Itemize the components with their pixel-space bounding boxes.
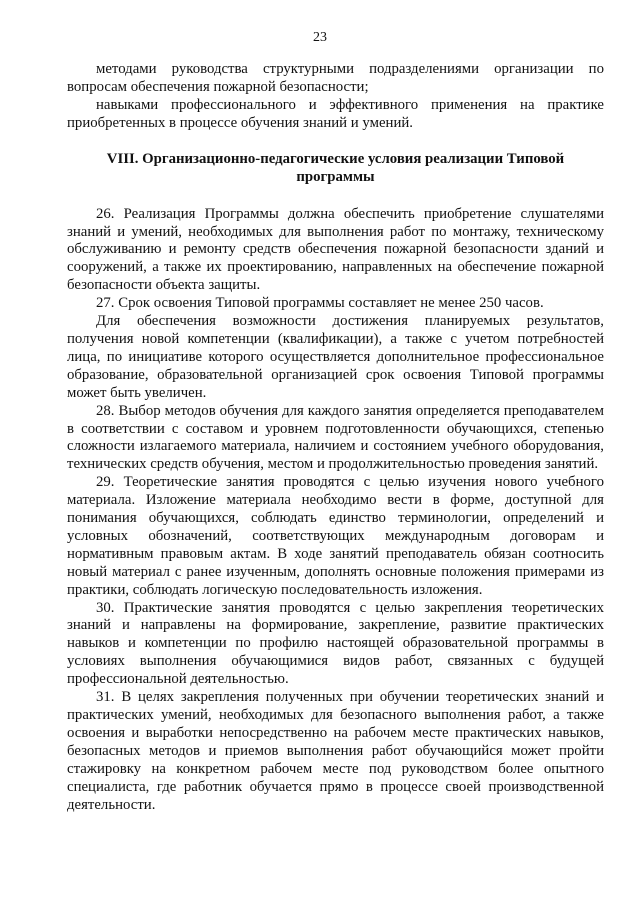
paragraph-30: 30. Практические занятия проводятся с целью закрепления теоретических знаний и направлены на формирование, закрепление, развитие практических навыков и компетенции по профилю настоящей образовательной программы в условиях выполнения обучающимися видов работ, связанных с будущей профессиональной деятельностью. bbox=[67, 599, 604, 688]
document-body bbox=[67, 61, 604, 814]
intro-paragraph-2: навыками профессионального и эффективного применения на практике приобретенных в процессе обучения знаний и умений. bbox=[67, 96, 604, 131]
page-number: 23 bbox=[313, 30, 327, 45]
paragraph-26: 26. Реализация Программы должна обеспечить приобретение слушателями знаний и умений, необходимых для выполнения работ по монтажу, техническому обслуживанию и ремонту средств обеспечения пожарной безопасности зданий и сооружений, а также их проектированию, направленных на обеспечение пожарной безопасности объекта защиты. bbox=[67, 205, 604, 294]
section-heading-line-2: программы bbox=[296, 169, 375, 186]
section-heading-line-1: VIII. Организационно-педагогические условия реализации Типовой bbox=[106, 150, 565, 167]
paragraph-27: 27. Срок освоения Типовой программы составляет не менее 250 часов. bbox=[96, 295, 544, 312]
paragraph-28: 28. Выбор методов обучения для каждого занятия определяется преподавателем в соответствии с составом и уровнем подготовленности обучающихся, степенью сложности излагаемого материала, наличием и состоянием учебного оборудования, технических средств обучения, местом и продолжительностью проведения занятий. bbox=[67, 402, 604, 473]
paragraph-27-continuation: Для обеспечения возможности достижения планируемых результатов, получения новой компетенции (квалификации), а также с учетом потребностей лица, по инициативе которого осуществляется дополнительное профессиональное образование, образовательной организацией срок освоения Типовой программы может быть увеличен. bbox=[67, 313, 604, 401]
intro-paragraph-1: методами руководства структурными подразделениями организации по вопросам обеспечения пожарной безопасности; bbox=[67, 61, 604, 95]
paragraph-31: 31. В целях закрепления полученных при обучении теоретических знаний и практических умений, необходимых для безопасного выполнения работ, а также освоения и выработки непосредственно на рабочем месте практических навыков, безопасных методов и приемов выполнения работ обучающийся может пройти стажировку на конкретном рабочем месте под руководством более опытного специалиста, где работник обучается прямо в процессе своей производственной деятельности. bbox=[67, 689, 604, 813]
paragraph-29: 29. Теоретические занятия проводятся с целью изучения нового учебного материала. Изложение материала необходимо вести в форме, доступной для понимания обучающихся, соблюдать единство терминологии, определений и условных обозначений, соответствующих международным договорам и нормативным правовым актам. В ходе занятий преподаватель обязан соотносить новый материал с ранее изученным, дополнять основные положения примерами из практики, соблюдать логическую последовательность изложения. bbox=[67, 474, 604, 598]
section-heading bbox=[67, 150, 604, 187]
